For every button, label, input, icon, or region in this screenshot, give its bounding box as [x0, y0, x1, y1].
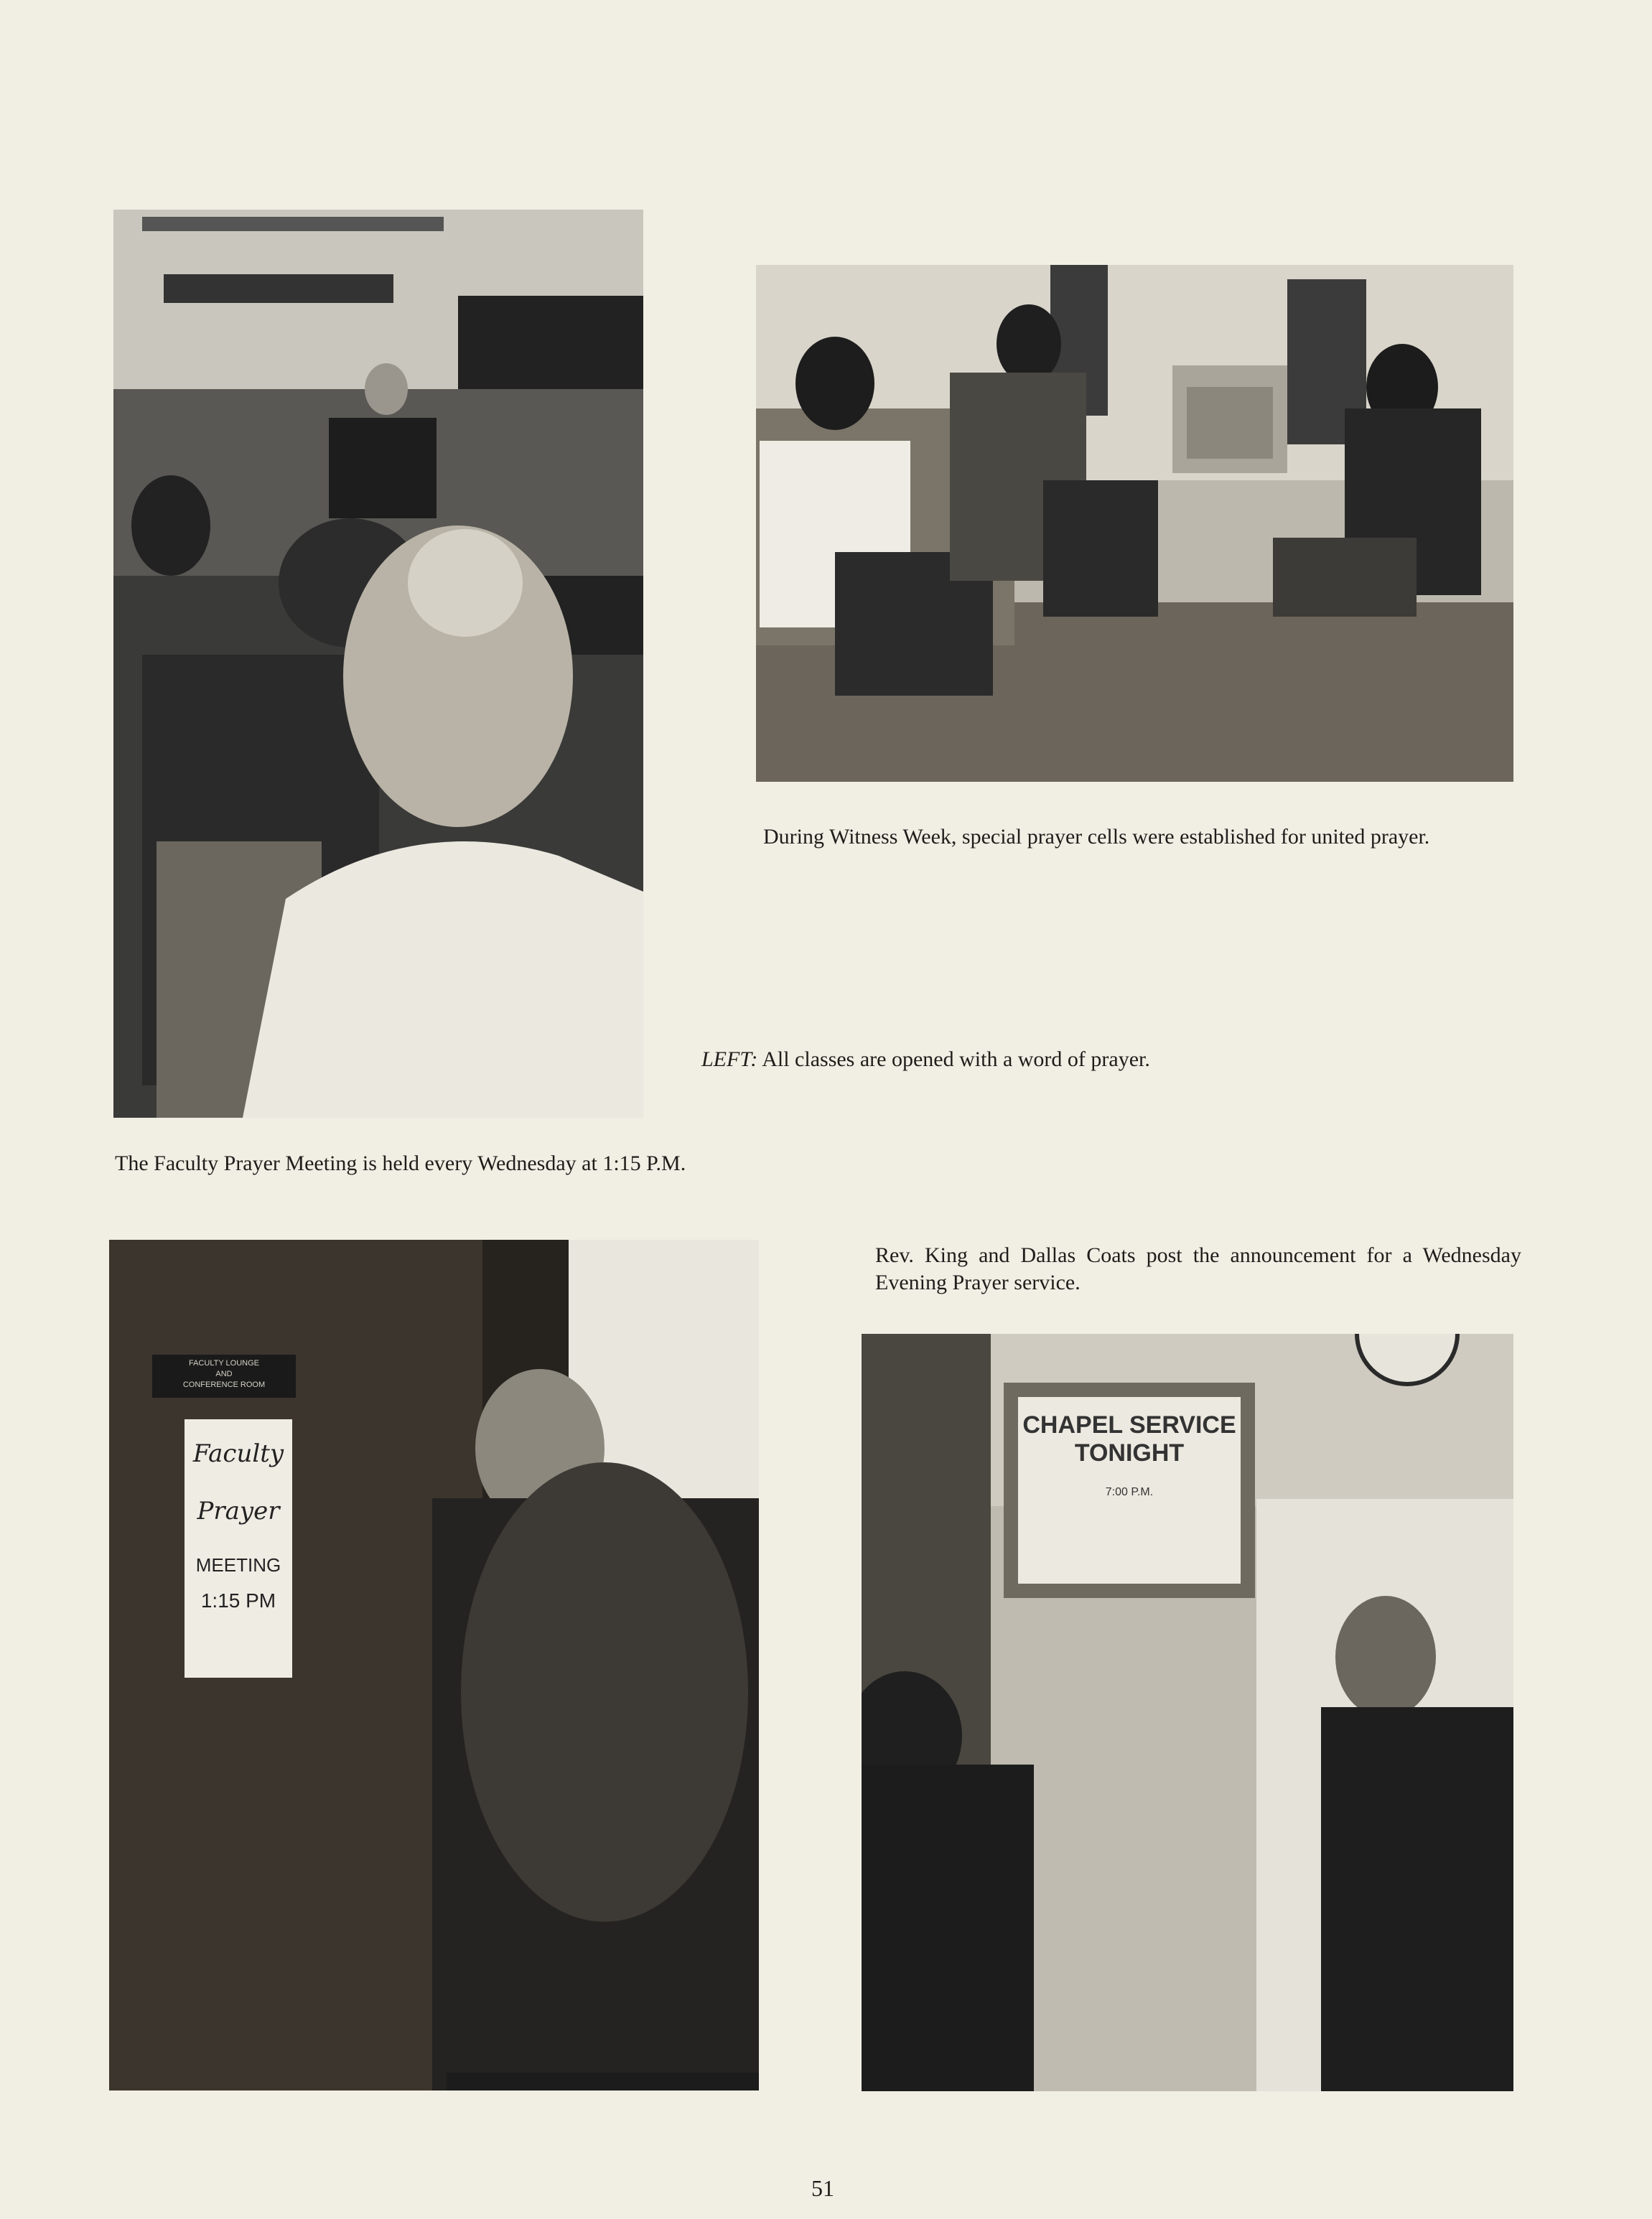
faculty-meeting-caption: The Faculty Prayer Meeting is held every Wednesday at 1:15 P.M. [115, 1151, 686, 1175]
chapel-announcement-photo [862, 1334, 1513, 2091]
faculty-door-photo [109, 1240, 759, 2090]
prayer-cell-photo [756, 265, 1513, 782]
classroom-prayer-photo [113, 210, 643, 1118]
classes-caption-text: All classes are opened with a word of prayer. [762, 1047, 1150, 1071]
faculty-lounge-plate: FACULTY LOUNGE AND CONFERENCE ROOM [182, 1359, 266, 1389]
faculty-prayer-poster: Faculty Prayer MEETING 1:15 PM [192, 1439, 284, 1612]
announcement-caption: Rev. King and Dallas Coats post the announcement for a Wednesday Evening Prayer service. [875, 1243, 1521, 1294]
page-number: 51 [811, 2175, 834, 2201]
prayer-cells-caption: During Witness Week, special prayer cells were established for united prayer. [763, 825, 1430, 849]
classes-caption [701, 1046, 1434, 1073]
chapel-service-sign: CHAPEL SERVICE TONIGHT 7:00 P.M. [1022, 1411, 1236, 1498]
left-label: LEFT: [701, 1047, 758, 1071]
